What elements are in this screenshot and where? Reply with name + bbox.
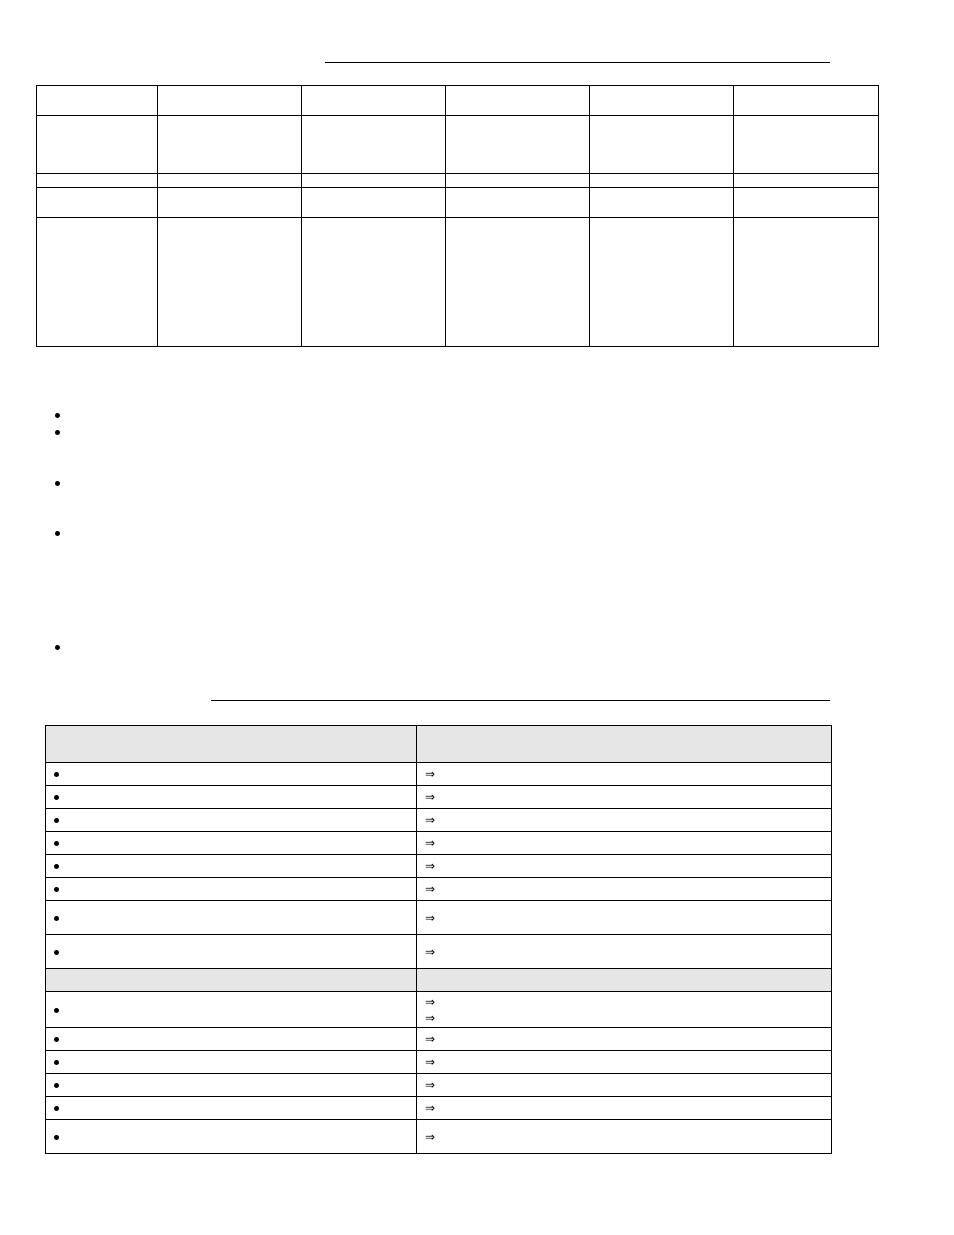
table-row [37, 174, 879, 188]
table-row [46, 809, 832, 832]
table-row [46, 1051, 832, 1074]
table-cell [417, 1051, 832, 1074]
table-row [46, 855, 832, 878]
table-cell [734, 86, 879, 116]
table-cell [417, 1074, 832, 1097]
table-cell [590, 116, 734, 174]
list-item [55, 481, 63, 489]
table-row [46, 1028, 832, 1051]
table-row [46, 832, 832, 855]
list-item [55, 645, 63, 653]
table-cell [417, 855, 832, 878]
table-row [46, 1120, 832, 1154]
table-cell [37, 188, 158, 218]
table-cell [37, 86, 158, 116]
table-cell [417, 786, 832, 809]
arrow-icon: ⇒ [425, 1078, 436, 1092]
bullet-icon [54, 1008, 59, 1013]
list-item [55, 531, 63, 539]
table-cell [446, 86, 590, 116]
bullet-icon [54, 1060, 59, 1065]
arrow-icon: ⇒ [425, 1055, 436, 1069]
title-underline [325, 62, 830, 63]
summary-table [36, 85, 879, 347]
table-cell [417, 809, 832, 832]
bullet-icon [54, 1037, 59, 1042]
table-row [46, 901, 832, 935]
table-cell [590, 174, 734, 188]
table-header-row [46, 726, 832, 763]
table-row [37, 116, 879, 174]
bullet-icon [54, 1083, 59, 1088]
bullet-icon [55, 645, 60, 650]
table-header-cell [46, 726, 417, 763]
table-section-cell [46, 969, 417, 992]
arrow-icon: ⇒ [425, 767, 436, 781]
table-cell [302, 218, 446, 347]
table-cell [158, 116, 302, 174]
arrow-icon: ⇒ [425, 836, 436, 850]
arrow-icon: ⇒ [425, 859, 436, 873]
table-row [46, 935, 832, 969]
table-row [46, 786, 832, 809]
table-cell [46, 809, 417, 832]
table-cell [158, 218, 302, 347]
bullet-icon [54, 864, 59, 869]
table-cell [734, 174, 879, 188]
table-row [46, 763, 832, 786]
bullet-icon [55, 531, 60, 536]
table-cell [590, 86, 734, 116]
table-cell [46, 1028, 417, 1051]
table-cell [158, 174, 302, 188]
table-cell [37, 116, 158, 174]
table-cell [46, 786, 417, 809]
bullet-icon [54, 772, 59, 777]
table-cell [158, 86, 302, 116]
bullet-icon [54, 916, 59, 921]
table-cell [158, 188, 302, 218]
bullet-icon [54, 841, 59, 846]
table-cell [302, 86, 446, 116]
list-item [55, 413, 63, 421]
table-row [37, 218, 879, 347]
table-cell [46, 1120, 417, 1154]
table-cell [590, 188, 734, 218]
bullet-icon [54, 1135, 59, 1140]
table-cell [46, 855, 417, 878]
table-cell [417, 901, 832, 935]
table-cell [734, 218, 879, 347]
bullet-icon [54, 795, 59, 800]
table-cell [37, 218, 158, 347]
table-header-row [37, 86, 879, 116]
table-section-row [46, 969, 832, 992]
table-cell [46, 901, 417, 935]
arrow-icon: ⇒ [425, 994, 436, 1009]
table-cell [417, 1028, 832, 1051]
arrow-icon: ⇒ [425, 1010, 436, 1025]
table-cell [446, 218, 590, 347]
table-cell [417, 1120, 832, 1154]
table-cell [46, 992, 417, 1028]
table-row [46, 878, 832, 901]
table-cell [46, 1074, 417, 1097]
table-header-cell [417, 726, 832, 763]
table-row [37, 188, 879, 218]
table-cell [734, 116, 879, 174]
arrow-icon: ⇒ [425, 944, 436, 959]
table-cell [302, 116, 446, 174]
arrow-icon: ⇒ [425, 813, 436, 827]
mapping-table [45, 725, 832, 1154]
table-cell [417, 832, 832, 855]
bullet-icon [55, 430, 60, 435]
table-cell [46, 935, 417, 969]
table-cell [446, 188, 590, 218]
table-cell [37, 174, 158, 188]
arrow-icon: ⇒ [425, 910, 436, 925]
table-cell [446, 174, 590, 188]
arrow-icon: ⇒ [425, 790, 436, 804]
table-cell [302, 188, 446, 218]
arrow-icon: ⇒ [425, 1032, 436, 1046]
table-cell [417, 1097, 832, 1120]
table-cell [417, 878, 832, 901]
bullet-icon [54, 818, 59, 823]
table-cell [734, 188, 879, 218]
table-row [46, 1097, 832, 1120]
table-cell [46, 878, 417, 901]
table-cell [46, 763, 417, 786]
arrow-icon: ⇒ [425, 882, 436, 896]
table-row [46, 1074, 832, 1097]
table-cell [302, 174, 446, 188]
table-row [46, 992, 832, 1028]
table-cell [46, 1097, 417, 1120]
bullet-icon [54, 950, 59, 955]
table-cell [446, 116, 590, 174]
bullet-icon [54, 1106, 59, 1111]
table-cell [417, 763, 832, 786]
table-cell [46, 1051, 417, 1074]
section-title-underline [211, 700, 830, 701]
list-item [55, 430, 63, 438]
table-cell [590, 218, 734, 347]
bullet-icon [55, 481, 60, 486]
arrow-icon: ⇒ [425, 1101, 436, 1115]
bullet-icon [55, 413, 60, 418]
bullet-icon [54, 887, 59, 892]
table-section-cell [417, 969, 832, 992]
table-cell [46, 832, 417, 855]
arrow-icon: ⇒ [425, 1129, 436, 1144]
table-cell [417, 992, 832, 1028]
table-cell [417, 935, 832, 969]
